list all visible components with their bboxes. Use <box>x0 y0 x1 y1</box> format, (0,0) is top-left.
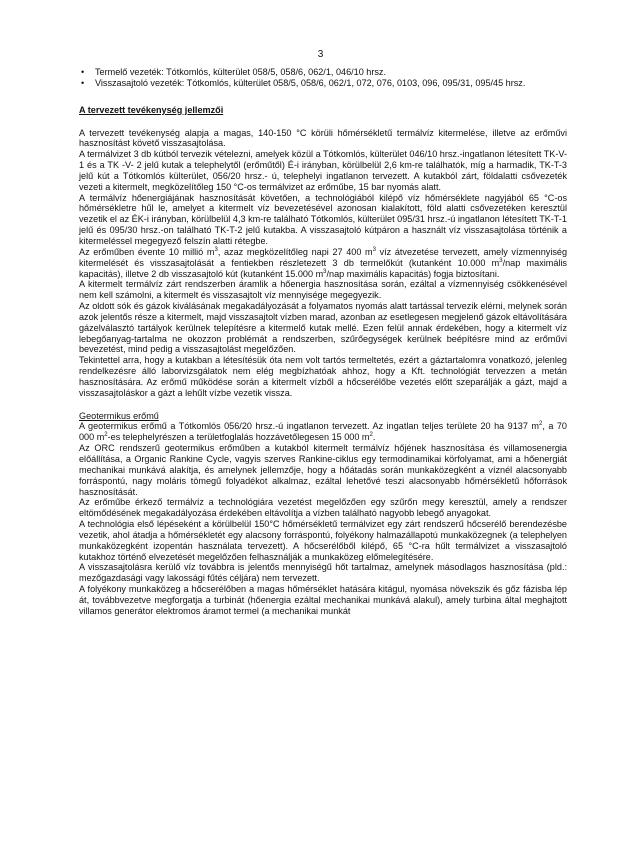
superscript: 3 <box>214 246 218 253</box>
text-run: /nap maximális kapacitás) fogja biztosítani. <box>326 268 500 279</box>
paragraph: A kitermelt termálvíz zárt rendszerben áramlik a hőenergia hasznosítása során, ezáltal a vízmennyiség csökkenésével nem kell számolni, a kitermelt és visszasajtolt víz mennyisége megegyezik. <box>79 279 567 301</box>
superscript: 3 <box>499 257 503 264</box>
paragraph: A termálvizet 3 db kútból tervezik vételezni, amelyek közül a Tótkomlós, külterület 046/10 hrsz.-ingatlanon létesített TK-V-1 és a TK -V- 2 jelű kutak a telephelytől (erőműtől) É-i irányban, körülbelül 2,6 km-re találhatók, míg a harmadik, TK-T-3 jelű kút a Tótkomlós külterület, 056/20 hrsz.- ú, telephelyi ingatlanon tervezett. A kutakból zárt, földalatti csővezeték vezeti a kitermelt, megközelítőleg 150 °C-os termálvizet az erőműbe, 15 bar nyomás alatt. <box>79 149 567 192</box>
paragraph: Az oldott sók és gázok kiválásának megakadályozását a folyamatos nyomás alatt tartással tervezik elérni, melynek során azok jelentős része a kitermelt, majd visszasajtolt vízben marad, azonban az esetlegesen megjelenő gázok eltávolítására gázelválasztó tartályok kerülnek telepítésre a kitermelő kutak mellé. Ezen felül annak érdekében, hogy a kitermelt víz lebegőanyag-tartalma ne okozzon problémát a rendszerben, szűrőegységek kerülnek beépítésre mind az erőművi bevezetést, mind pedig a visszasajtolást megelőzően. <box>79 301 567 355</box>
superscript: 3 <box>372 246 376 253</box>
paragraph <box>79 247 567 280</box>
superscript: 2 <box>538 421 543 428</box>
paragraph <box>79 421 567 443</box>
paragraph: Az erőműbe érkező termálvíz a technológiára vezetést megelőzően egy szűrőn megy keresztül, amely a rendszer eltömődésének megakadályozása érdekében eltávolítja a vízben található nagyobb lebegő anyagokat. <box>79 497 567 519</box>
text-run: , a 70 000 m <box>79 421 567 443</box>
text-run: , azaz megközelítőleg napi 27 400 m <box>217 246 373 257</box>
section-heading: A tervezett tevékenység jellemzői <box>79 104 224 115</box>
text-run: A geotermikus erőmű a Tótkomlós 056/20 hrsz.-ú ingatlanon tervezett. Az ingatlan teljes területe 20 ha 9137 m <box>79 421 539 432</box>
text-run: víz átvezetése tervezett, amely vízmennyiség kitermelését és visszasajtolását a fentiekben részletezett 3 db termelőkút (kutanként 10.000 m <box>79 246 567 268</box>
paragraph: A technológia első lépéseként a körülbelül 150°C hőmérsékletű termálvizet egy zárt rendszerű hőcserélő berendezésbe vezetik, ahol átadja a hőmérsékletét egy alacsony forráspontú, folyékony halmazállapotú munkaközegnek (a telephelyen munkaközegként izopentán használata tervezett). A hőcserélőből kilépő, 65 °C-ra hűlt termálvizet a visszasajtoló kutakhoz történő elvezetését megelőzően felhasználják a munkaközeg előmelegítésére. <box>79 519 567 562</box>
paragraph: Az ORC rendszerű geotermikus erőműben a kutakból kitermelt termálvíz hőjének hasznosítása és villamosenergia előállítása, a Organic Rankine Cycle, vagyis szerves Rankine-ciklus egy termodinamikai körfolyamat, ami a hőenergiát mechanikai munkává alakítja, és amelynek jellemzője, hogy a hőátadás során munkaközegként a víznél alacsonyabb forráspontú, nagy moláris tömegű folyadékot alkalmaz, ezáltal lehetővé teszi alacsonyabb hőmérsékletű hőforrások hasznosítását. <box>79 443 567 497</box>
page-number: 3 <box>317 49 324 60</box>
section-heading: Geotermikus erőmű <box>79 410 159 421</box>
paragraph: Tekintettel arra, hogy a kutakban a létesítésük óta nem volt tartós termeltetés, ezért a gáztartalomra vonatkozó, jelenleg rendelkezésre álló laborvizsgálatok nem elég megbízhatóak ahhoz, hogy a Kft. technológiát tervezzen a metán hasznosítására. Az erőmű működése során a kitermelt vízből a hőcserélőbe vezetés előtt szeparálják a gázt, majd a visszasajtoláskor a gázt a lehűlt vízbe vezetik vissza. <box>79 355 567 398</box>
paragraph: A tervezett tevékenység alapja a magas, 140-150 °C körüli hőmérsékletű termálvíz kitermelése, illetve az erőművi hasznosítást követő visszasajtolása. <box>79 127 567 149</box>
document-body <box>79 67 567 617</box>
list-item: • Visszasajtoló vezeték: Tótkomlós, külterület 058/5, 058/6, 062/1, 072, 076, 0103, 096, 095/31, 095/45 hrsz. <box>79 78 567 89</box>
paragraph: A termálvíz hőenergiájának hasznosítását követően, a technológiából kilépő víz hőmérséklete nagyjából 65 °C-os hőmérsékletre hűl le, amelyet a kitermelt víz bevezetésével azonosan kialakított, föld alatti csővezetéken keresztül vezetik el az ÉK-i irányban, körülbelül 4,3 km-re található Tótkomlós, külterület 095/31 hrsz.-ú ingatlanon létesített TK-T-1 jelű és 095/30 hrsz.-on található TK-T-2 jelű kutakba. A visszasajtoló kútpáron a használt víz visszasajtolása történik a kitermeléssel megegyező felszín alatti rétegbe. <box>79 192 567 246</box>
superscript: 2 <box>104 432 108 439</box>
paragraph: A visszasajtolásra kerülő víz továbbra is jelentős mennyiségű hőt tartalmaz, amelynek másodlagos hasznosítása (pld.: mezőgazdasági vagy lakossági fűtés céljára) nem tervezett. <box>79 562 567 584</box>
text-run: Az erőműben évente 10 millió m <box>79 246 215 257</box>
superscript: 2 <box>369 432 373 439</box>
text-run: . <box>372 432 376 443</box>
pipeline-list <box>79 67 567 89</box>
superscript: 3 <box>323 268 327 275</box>
list-item: • Termelő vezeték: Tótkomlós, külterület 058/5, 058/6, 062/1, 046/10 hrsz. <box>79 67 567 78</box>
text-run: /nap maximális kapacitás), illetve 2 db visszasajtoló kút (kutanként 15.000 m <box>79 257 567 279</box>
text-run: -es telephelyrészen a területfoglalás hozzávetőlegesen 15 000 m <box>107 432 370 443</box>
paragraph: A folyékony munkaközeg a hőcserélőben a magas hőmérséklet hatására kitágul, nyomása növekszik és gőz fázisba lép át, továbbvezetve megforgatja a turbinát (hőenergia ezáltal mechanikai munkává alakul), amely turbina által meghajtott villamos generátor elektromos áramot termel (a mechanikai munkát <box>79 584 567 616</box>
